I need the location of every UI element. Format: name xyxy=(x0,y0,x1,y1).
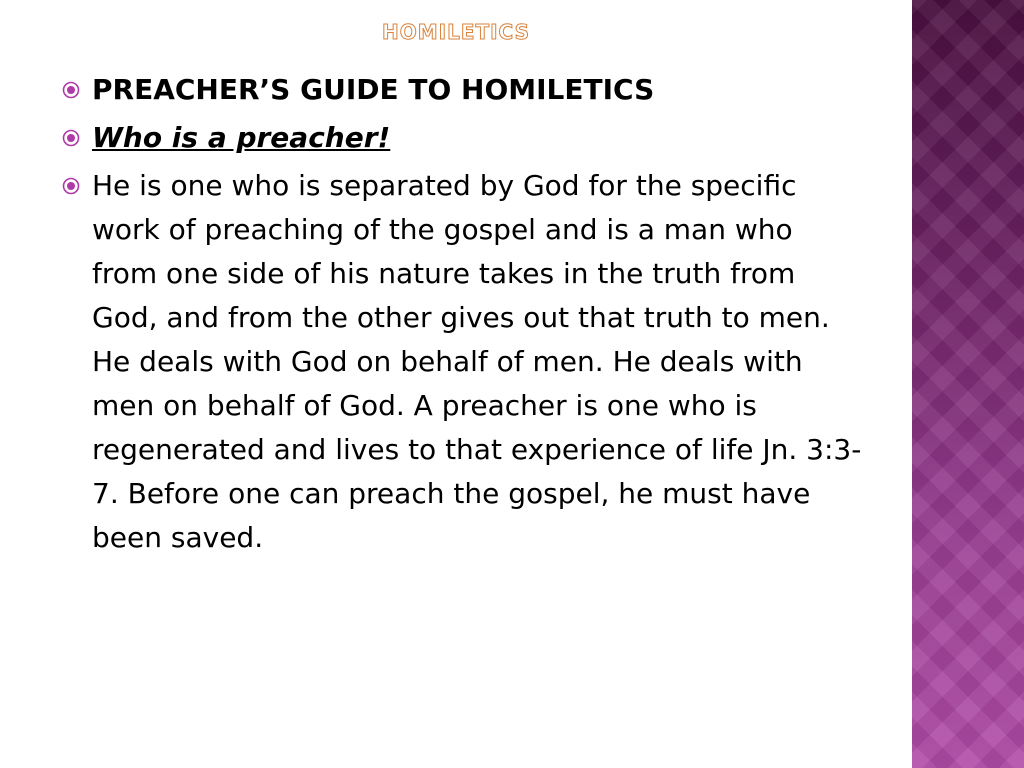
bullet-text: PREACHER’S GUIDE TO HOMILETICS xyxy=(92,73,655,106)
circled-dot-icon xyxy=(62,129,80,147)
bullet-list xyxy=(62,68,862,564)
bullet-item-heading xyxy=(62,68,862,112)
decorative-side-panel xyxy=(912,0,1024,768)
circled-dot-icon xyxy=(62,81,80,99)
bullet-text: Who is a preacher! xyxy=(92,121,391,154)
slide-title: HOMILETICS xyxy=(381,20,531,44)
bullet-text: He is one who is separated by God for the specific work of preaching of the gospel and is a man who from one side of his nature takes in the truth from God, and from the other gives out that truth to men. He deals with God on behalf of men. He deals with men on behalf of God. A preacher is one who is regenerated and lives to that experience of life Jn. 3:3-7. Before one can preach the gospel, he must have been saved. xyxy=(92,169,862,554)
bullet-item-definition xyxy=(62,164,862,560)
bullet-item-question xyxy=(62,116,862,160)
circled-dot-icon xyxy=(62,177,80,195)
